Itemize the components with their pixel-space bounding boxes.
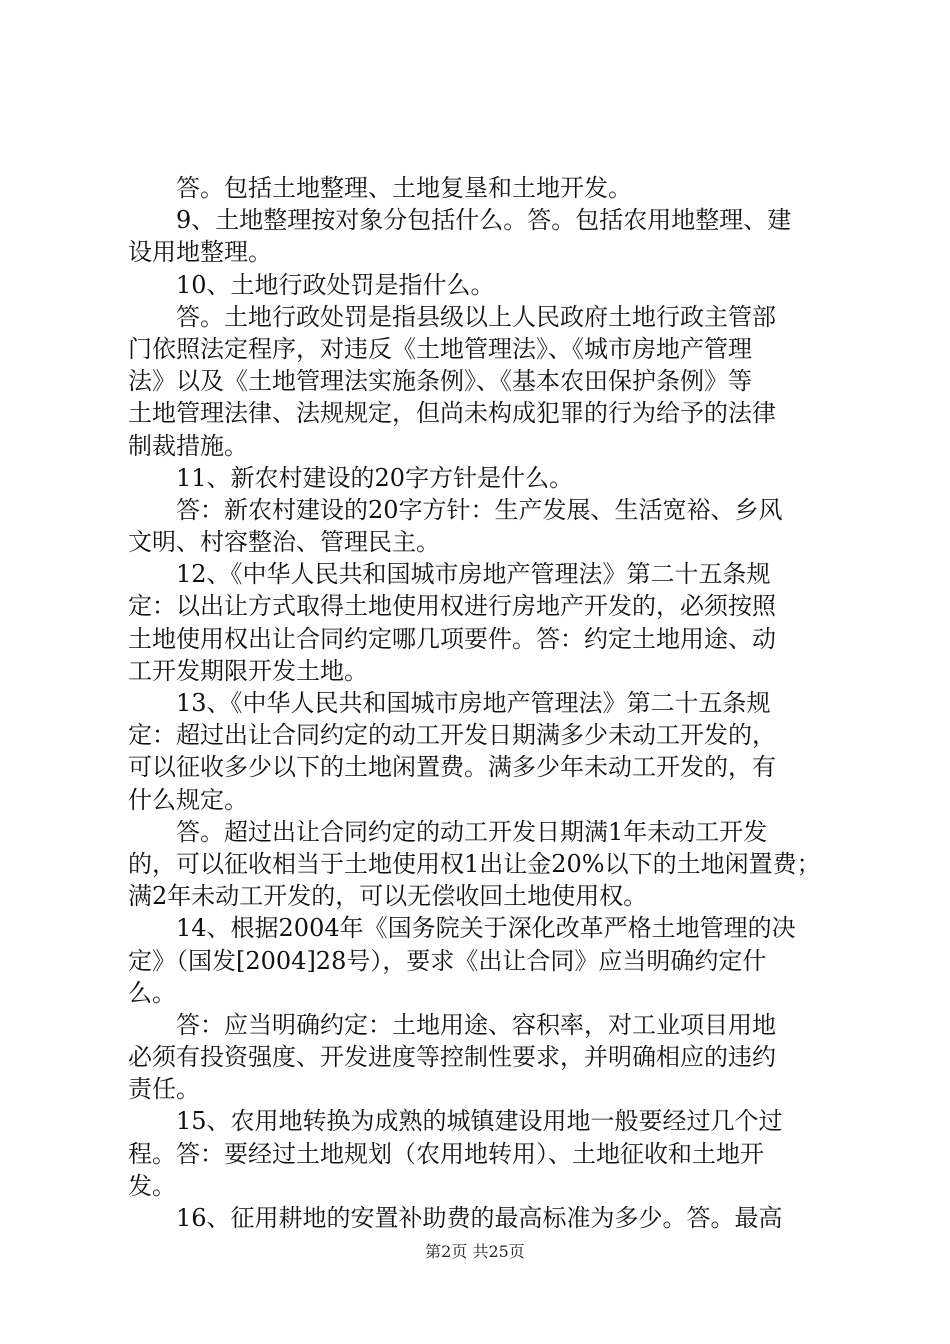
- text-line: 定：超过出让合同约定的动工开发日期满多少未动工开发的，: [128, 721, 776, 750]
- text-line: 12、《中华人民共和国城市房地产管理法》第二十五条规: [176, 560, 771, 589]
- text-line: 文明、村容整治、管理民主。: [128, 528, 440, 557]
- text-line: 发。: [128, 1171, 176, 1200]
- text-line: 么。: [128, 978, 176, 1007]
- text-line: 法》以及《土地管理法实施条例》、《基本农田保护条例》等: [128, 367, 752, 396]
- text-line: 程。答：要经过土地规划（农用地转用）、土地征收和土地开: [128, 1139, 764, 1168]
- text-line: 11、新农村建设的20字方针是什么。: [176, 463, 574, 492]
- text-line: 14、根据2004年《国务院关于深化改革严格土地管理的决: [176, 914, 796, 943]
- text-line: 满2年未动工开发的，可以无偿收回土地使用权。: [128, 882, 648, 911]
- text-line: 土地管理法律、法规规定，但尚未构成犯罪的行为给予的法律: [128, 399, 776, 428]
- text-line: 可以征收多少以下的土地闲置费。满多少年未动工开发的，有: [128, 753, 776, 782]
- text-line: 13、《中华人民共和国城市房地产管理法》第二十五条规: [176, 689, 771, 717]
- text-line: 定》（国发[2004]28号），要求《出让合同》应当明确约定什: [128, 946, 767, 975]
- text-line: 定：以出让方式取得土地使用权进行房地产开发的，必须按照: [128, 592, 776, 621]
- text-line: 9、土地整理按对象分包括什么。答。包括农用地整理、建: [176, 206, 792, 235]
- text-line: 工开发期限开发土地。: [128, 656, 368, 685]
- text-line: 什么规定。: [128, 785, 248, 814]
- text-line: 答：应当明确约定：土地用途、容积率，对工业项目用地: [176, 1010, 776, 1039]
- text-line: 土地使用权出让合同约定哪几项要件。答：约定土地用途、动: [128, 624, 776, 653]
- text-line: 答：新农村建设的20字方针：生产发展、生活宽裕、乡风: [176, 495, 783, 524]
- text-line: 16、征用耕地的安置补助费的最高标准为多少。答。最高: [176, 1204, 783, 1232]
- document-body: [128, 172, 833, 1234]
- text-line: 制裁措施。: [128, 431, 248, 460]
- text-line: 10、土地行政处罚是指什么。: [176, 270, 495, 299]
- text-line: 答。超过出让合同约定的动工开发日期满1年未动工开发: [176, 817, 768, 846]
- text-line: 答。土地行政处罚是指县级以上人民政府土地行政主管部: [176, 302, 776, 331]
- text-line: 15、农用地转换为成熟的城镇建设用地一般要经过几个过: [176, 1107, 783, 1136]
- text-line: 必须有投资强度、开发进度等控制性要求，并明确相应的违约: [128, 1043, 776, 1072]
- text-line: 答。包括土地整理、土地复垦和土地开发。: [176, 174, 632, 202]
- text-line: 的，可以征收相当于土地使用权1出让金20%以下的土地闲置费；: [128, 849, 821, 878]
- page-footer: 第2页 共25页: [425, 1242, 525, 1261]
- text-line: 门依照法定程序，对违反《土地管理法》、《城市房地产管理: [128, 334, 752, 363]
- text-line: 责任。: [128, 1075, 200, 1104]
- text-line: 设用地整理。: [128, 238, 272, 267]
